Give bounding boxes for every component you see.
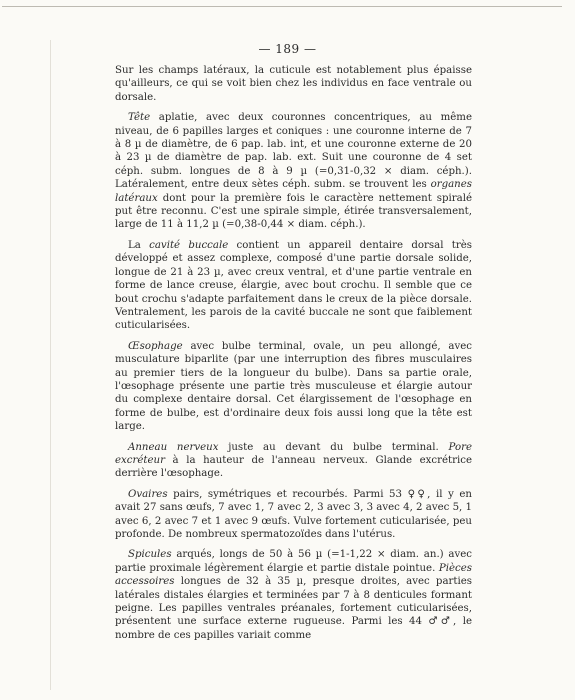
paragraph-lead: Œsophage: [128, 340, 183, 352]
paragraph-text: pairs, symétriques et recourbés. Parmi 53 ♀♀, il y en avait 27 sans œufs, 7 avec 1, 7 avec 2, 3 avec 3, 3 avec 4, 2 avec 5, 1 avec 6, 2 avec 7 et 1 avec 9 œufs. Vulve fortement cuticularisée, peu profonde. De nombreux spermatozoïdes dans l'utérus.: [115, 488, 473, 540]
paragraph-text: arqués, longs de 50 à 56 µ (=1-1,22 × diam. an.) avec partie proximale légèrement élargie et partie distale pointue.: [115, 549, 472, 574]
paragraph-lead: Anneau nerveux: [128, 441, 219, 453]
paragraph-text: longues de 32 à 35 µ, presque droites, avec parties latérales distales élargies et terminées par 7 à 8 denticules formant peigne. Les papilles ventrales préanales, fortement cuticularisées, présentent une surface externe rugueuse. Parmi les 44 ♂♂, le nombre de ces papilles variait comme: [115, 576, 472, 641]
paragraph-lead: cavité buccale: [149, 239, 229, 251]
paragraph-lead: Tête: [128, 112, 151, 124]
paragraph-lead: Spicules: [128, 549, 172, 561]
paragraph-buccal: [115, 239, 472, 333]
paragraph-text: à la hauteur de l'anneau nerveux. Glande excrétrice derrière l'œsophage.: [115, 454, 472, 480]
paragraph-emphasis: Pièces accessoires: [115, 562, 472, 588]
page-number: — 189 —: [258, 42, 317, 56]
paragraph-emphasis: Pore excréteur: [115, 441, 472, 466]
paragraph-text: aplatie, avec deux couronnes concentriques, au même niveau, de 6 papilles larges et coniques : une couronne interne de 7 à 8 µ de diamètre, de 6 pap. lab. int, et une couronne externe de 20 à 23 µ de diamètre de pap. lab. ext. Suit une couronne de 4 set céph. subm. longues de 8 à 9 µ (=0,31-0,32 × diam. céph.). Latéralement, entre deux sètes céph. subm. se trouvent les: [115, 112, 472, 191]
paragraph-cuticle: [115, 64, 472, 104]
paragraph-emphasis: organes latéraux: [115, 179, 472, 204]
paragraph-text: contient un appareil dentaire dorsal très développé et assez complexe, composé d'une partie dorsale solide, longue de 21 à 23 µ, avec creux ventral, et d'une partie ventrale en forme de lance creuse, élargie, avec bout crochu. Il semble que ce bout crochu s'adapte parfaitement dans le creux de la pièce dorsale. Ventralement, les parois de la cavité buccale ne sont que faiblement cuticularisées.: [115, 239, 473, 332]
paragraph-pre: La: [128, 239, 150, 251]
paragraph-text: dont pour la première fois le caractère nettement spiralé put être reconnu. C'est une spirale simple, étirée transversalement, large de 11 à 11,2 µ (=0,38-0,44 × diam. céph.).: [115, 192, 472, 231]
top-edge-rule: [2, 6, 562, 7]
paragraph-lead: Ovaires: [128, 488, 168, 500]
paragraph-text: avec bulbe terminal, ovale, un peu allongé, avec musculature biparlite (par une interruption des fibres musculaires au premier tiers de la longueur du bulbe). Dans sa partie orale, l'œsophage présente une partie très musculeuse et élargie autour du complexe dentaire dorsal. Cet élargissement de l'œsophage en forme de bulbe, est d'ordinaire deux fois aussi long que la tête est large.: [115, 340, 472, 433]
paragraph-ovaries: [115, 488, 472, 542]
paragraph-oesophagus: [115, 340, 472, 434]
body-text: [115, 64, 472, 649]
paragraph-head: [115, 111, 472, 232]
paragraph-text: Sur les champs latéraux, la cuticule est notablement plus épaisse qu'ailleurs, ce qui se voit bien chez les individus en face ventrale ou dorsale.: [115, 65, 472, 103]
paragraph-spicules: [115, 548, 472, 642]
page-gutter-edge: [50, 40, 51, 690]
paragraph-nerve-ring: [115, 441, 472, 481]
paragraph-text: juste au devant du bulbe terminal.: [218, 441, 449, 453]
